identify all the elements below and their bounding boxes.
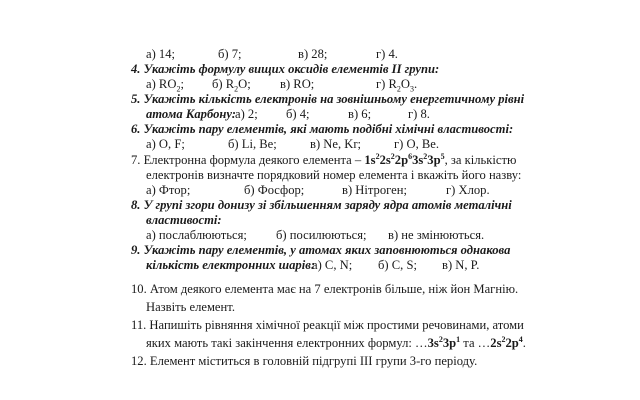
q8-option-b: б) посилюються; — [276, 228, 367, 242]
q8-option-a: а) послаблюються; — [146, 228, 247, 242]
question-5-stem: 5. Укажіть кількість електронів на зовнішньому енергетичному рівні — [131, 92, 525, 106]
question-9-line-2 — [146, 258, 566, 273]
electron-formula: $1s^22s^22p^63s^23p^5$ — [364, 151, 445, 167]
q4-option-a: а) $RO_2$; — [146, 77, 184, 94]
question-6-stem: 6. Укажіть пару елементів, які мають подібні хімічні властивості: — [131, 122, 514, 136]
q8-option-c: в) не змінюються. — [388, 228, 485, 242]
question-6-options — [146, 137, 566, 152]
question-4-options — [146, 77, 566, 92]
formula-ending-2: $2s^22p^4$ — [490, 334, 523, 350]
question-8-line-2: властивості: — [146, 213, 222, 227]
question-11: 11. Напишіть рівняння хімічної реакції між простими речовинами, атоми — [131, 318, 524, 332]
q7-option-a: а) Фтор; — [146, 183, 191, 197]
question-8-options — [146, 228, 566, 243]
question-12: 12. Елемент міститься в головній підгрупі ІІІ групи 3-го періоду. — [131, 354, 478, 368]
q6-option-b: б) Li, Be; — [228, 137, 277, 151]
q4-option-d: г) $R_2O_3$. — [376, 77, 418, 94]
question-7-stem: 7. Електронна формула деякого елемента – $1s^22s^22p^63s^23p^5$, за кількістю — [131, 151, 517, 167]
question-3-options — [146, 47, 546, 62]
q7-option-c: в) Нітроген; — [342, 183, 407, 197]
question-7-line-2: електронів визначте порядковий номер елемента і вкажіть його назву: — [146, 168, 522, 182]
formula-ending-1: $3s^23p^1$ — [427, 334, 461, 350]
q3-option-a: а) 14; — [146, 47, 176, 61]
q6-option-d: г) O, Be. — [394, 137, 440, 151]
question-10-line-2: Назвіть елемент. — [146, 300, 235, 314]
q5-option-b: б) 4; — [286, 107, 310, 121]
q4-option-c: в) RO; — [280, 77, 315, 91]
question-5-line-2 — [146, 107, 586, 122]
q6-option-a: а) O, F; — [146, 137, 185, 151]
question-9-stem: 9. Укажіть пару елементів, у атомах яких заповнюються однакова — [131, 243, 511, 257]
q9-stem-continuation: кількість електронних шарів: — [146, 258, 316, 272]
question-10: 10. Атом деякого елемента має на 7 електронів більше, ніж йон Магнію. — [131, 282, 519, 296]
q5-stem-continuation: атома Карбону: — [146, 107, 236, 121]
q7-option-d: г) Хлор. — [446, 183, 490, 197]
question-11-line-2: яких мають такі закінчення електронних формул: $\dots 3s^23p^1$ та $\dots 2s^22p^4$. — [146, 334, 526, 350]
q9-option-b: б) C, S; — [378, 258, 417, 272]
question-7-options — [146, 183, 566, 198]
q5-option-d: г) 8. — [408, 107, 430, 121]
q9-option-c: в) N, P. — [442, 258, 480, 272]
q9-option-a: а) C, N; — [312, 258, 353, 272]
q6-option-c: в) Ne, Kr; — [310, 137, 362, 151]
q3-option-c: в) 28; — [298, 47, 328, 61]
q7-option-b: б) Фосфор; — [244, 183, 305, 197]
q5-option-c: в) 6; — [348, 107, 372, 121]
q3-option-b: б) 7; — [218, 47, 242, 61]
q4-option-b: б) $R_2O$; — [212, 77, 251, 94]
question-4-stem: 4. Укажіть формулу вищих оксидів елементів ІІ групи: — [131, 62, 440, 76]
q3-option-d: г) 4. — [376, 47, 398, 61]
q5-option-a: а) 2; — [235, 107, 258, 121]
question-8-stem: 8. У групі згори донизу зі збільшенням заряду ядра атомів металічні — [131, 198, 512, 212]
